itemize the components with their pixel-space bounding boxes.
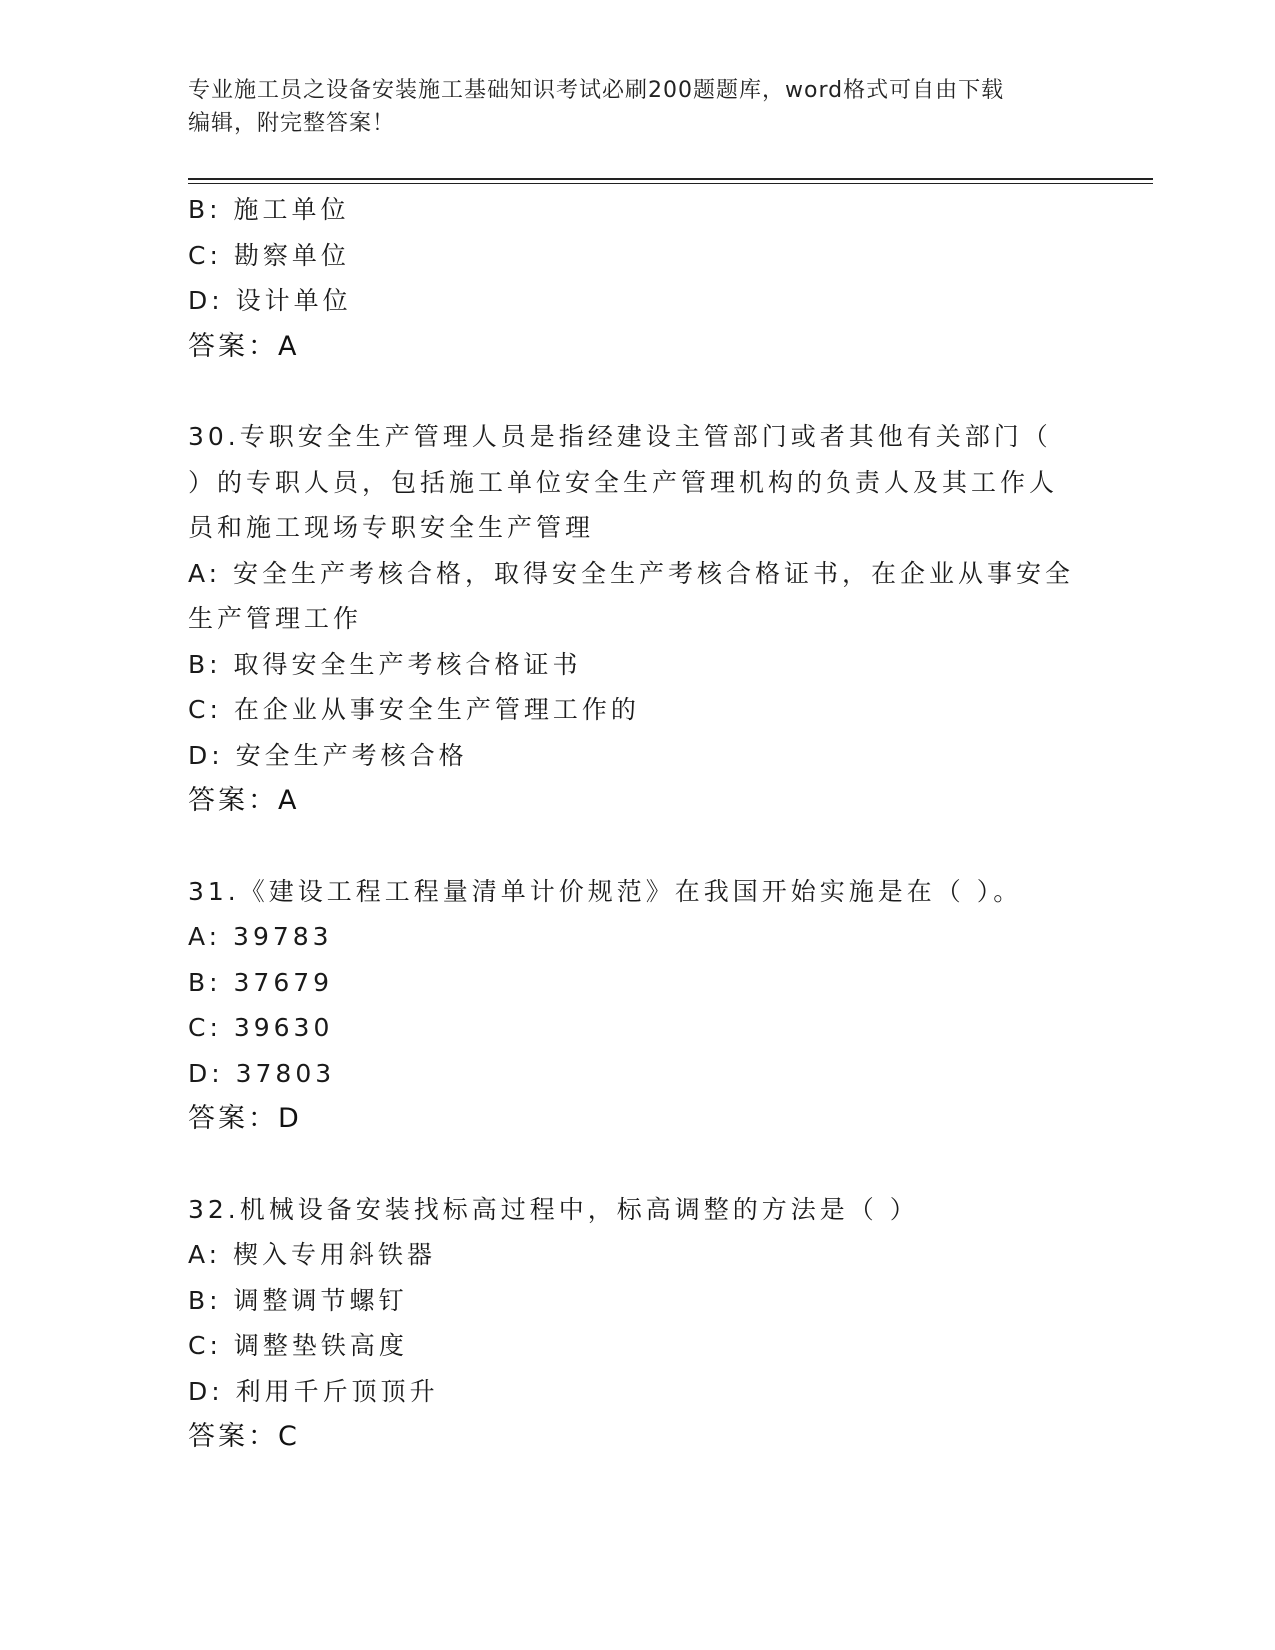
- option-c: C: 在企业从事安全生产管理工作的: [188, 695, 640, 724]
- answer: 答案：C: [188, 1421, 300, 1452]
- question-list: [188, 187, 1088, 1460]
- question-29: [188, 187, 1088, 369]
- spacer: [188, 1142, 1088, 1187]
- option-b: B: 施工单位: [188, 195, 350, 224]
- header-title-line-2: 编辑，附完整答案！: [188, 111, 396, 136]
- answer: 答案：A: [188, 785, 300, 816]
- option-a: A: 安全生产考核合格，取得安全生产考核合格证书，在企业从事安全: [188, 558, 1075, 588]
- option-b: B: 取得安全生产考核合格证书: [188, 649, 582, 679]
- option-c: C: 调整垫铁高度: [188, 1331, 408, 1360]
- question-32: [188, 1187, 1088, 1460]
- question-stem: 31.《建设工程工程量清单计价规范》在我国开始实施是在（ ）。: [188, 876, 1023, 906]
- header-divider-thin: [188, 183, 1153, 184]
- question-30: [188, 414, 1088, 824]
- option-a-continued: 生产管理工作: [188, 604, 363, 633]
- option-b: B: 37679: [188, 967, 334, 997]
- spacer: [188, 824, 1088, 869]
- option-d: D: 设计单位: [188, 286, 352, 315]
- question-stem: ）的专职人员，包括施工单位安全生产管理机构的负责人及其工作人: [188, 467, 1059, 497]
- option-d: D: 37803: [188, 1058, 336, 1088]
- answer: 答案：D: [188, 1103, 302, 1134]
- question-stem: 30.专职安全生产管理人员是指经建设主管部门或者其他有关部门（: [188, 422, 1052, 451]
- option-b: B: 调整调节螺钉: [188, 1285, 408, 1315]
- option-c: C: 39630: [188, 1013, 334, 1042]
- header-divider-thick: [188, 178, 1153, 180]
- option-a: A: 39783: [188, 922, 333, 951]
- question-stem: 员和施工现场专职安全生产管理: [188, 513, 595, 542]
- option-c: C: 勘察单位: [188, 240, 350, 270]
- option-d: D: 利用千斤顶顶升: [188, 1376, 439, 1406]
- answer: 答案：A: [188, 330, 300, 362]
- header-title-line-1: 专业施工员之设备安装施工基础知识考试必刷200题题库，word格式可自由下载: [188, 78, 1005, 103]
- document-header: [188, 74, 1068, 140]
- question-31: [188, 869, 1088, 1142]
- spacer: [188, 369, 1088, 414]
- option-d: D: 安全生产考核合格: [188, 740, 468, 770]
- question-stem: 32.机械设备安装找标高过程中，标高调整的方法是（ ）: [188, 1194, 919, 1224]
- option-a: A: 楔入专用斜铁器: [188, 1240, 437, 1269]
